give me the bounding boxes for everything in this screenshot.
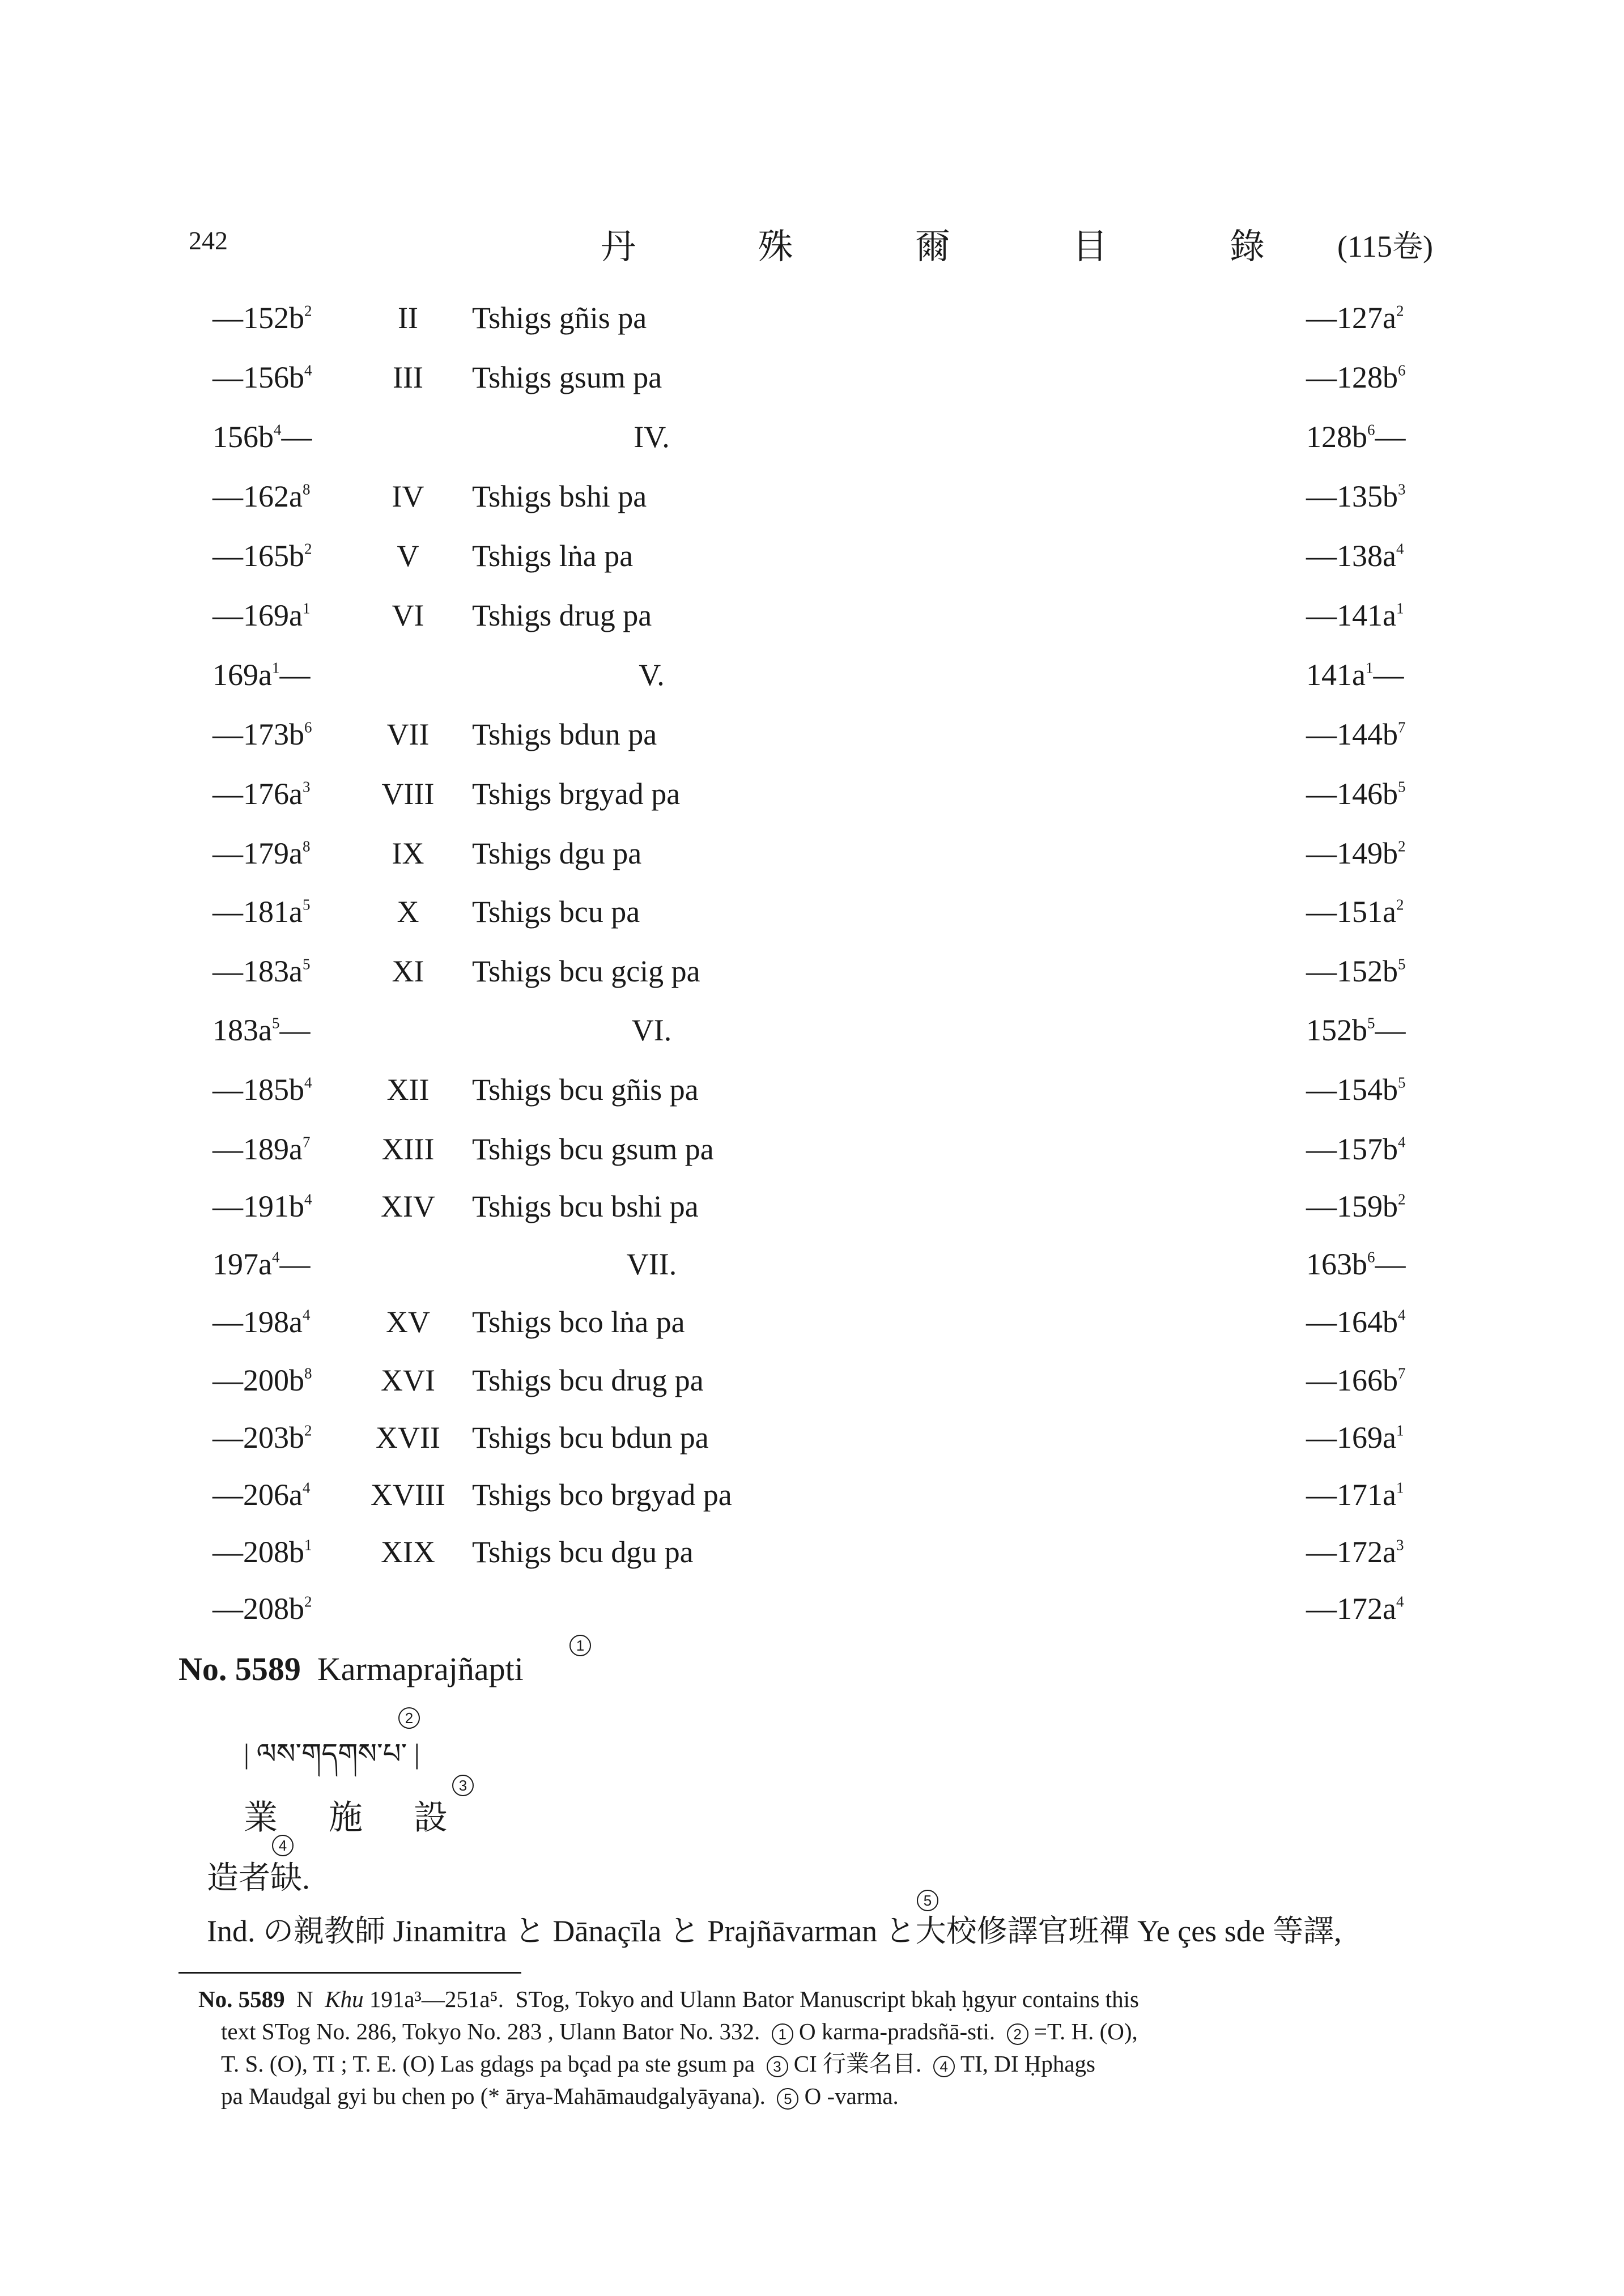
chapter-numeral: XIX <box>381 1535 435 1569</box>
chapter-numeral: XVI <box>381 1363 435 1397</box>
folio-end: $—169a^1$ <box>1306 1421 1404 1455</box>
folio-start: $—181a^5$ <box>212 895 311 929</box>
chapter-title: Tshigs bcu bdun pa <box>472 1421 709 1455</box>
folio-end: $141a^1—$ <box>1306 658 1404 692</box>
tibetan-title: | ལས་གདགས་པ་ | <box>244 1738 420 1770</box>
chapter-title: Tshigs bcu gsum pa <box>472 1132 714 1166</box>
table-row <box>0 1591 1624 1631</box>
footnote-text: O -varma. <box>804 2083 899 2109</box>
footnote-marker-4: 4 <box>933 2056 955 2077</box>
section-heading: V. <box>639 658 665 692</box>
folio-end: $—154b^5$ <box>1306 1073 1406 1107</box>
chapter-title: Tshigs bcu gcig pa <box>472 954 700 988</box>
chapter-numeral: X <box>397 895 419 929</box>
folio-start: $—179a^8$ <box>212 836 311 870</box>
folio-end: $—157b^4$ <box>1306 1132 1406 1166</box>
note-marker-2: 2 <box>398 1707 420 1729</box>
footnote-text: STog, Tokyo and Ulann Bator Manuscript bkaḥ ḥgyur contains this <box>515 1986 1139 2012</box>
folio-start: $—208b^1$ <box>212 1535 312 1569</box>
folio-end: $152b^5—$ <box>1306 1013 1406 1047</box>
chinese-title: 業施設 <box>244 1799 499 1836</box>
chapter-numeral: VI <box>392 598 424 632</box>
folio-end: $—151a^2$ <box>1306 895 1404 929</box>
chapter-numeral: VII <box>386 717 430 751</box>
footnote-text: O karma-pradsñā-sti. <box>799 2018 996 2044</box>
entry-heading <box>178 1650 524 1688</box>
folio-end: $—135b^3$ <box>1306 479 1406 513</box>
chapter-numeral: IV <box>392 479 424 513</box>
table-row <box>0 1189 1624 1228</box>
footnote-line-2 <box>198 2016 1434 2048</box>
folio-start: $—173b^6$ <box>212 717 312 751</box>
folio-end: $—138a^4$ <box>1306 539 1404 573</box>
folio-start: $—169a^1$ <box>212 598 311 632</box>
folio-start: $—191b^4$ <box>212 1189 312 1223</box>
folio-end: $—172a^4$ <box>1306 1592 1404 1626</box>
table-row <box>0 836 1624 875</box>
folio-end: $—172a^3$ <box>1306 1535 1404 1569</box>
entry-title: Karmaprajñapti <box>317 1651 524 1687</box>
folio-start: $—206a^4$ <box>212 1478 311 1512</box>
chapter-numeral: XV <box>386 1305 430 1339</box>
folio-end: $—128b^6$ <box>1306 360 1406 394</box>
chapter-title: Tshigs bco brgyad pa <box>472 1478 732 1512</box>
chapter-title: Tshigs dgu pa <box>472 836 642 870</box>
section-heading: IV. <box>634 420 670 454</box>
translator-text: Ind. の親教師 Jinamitra と Dānaçīla と Prajñāvarman <box>207 1914 878 1948</box>
page-number: 242 <box>189 226 228 255</box>
table-row <box>0 1363 1624 1402</box>
footnote-marker-1: 1 <box>772 2023 793 2045</box>
volume-label: (115卷) <box>1337 229 1433 263</box>
folio-end: $—171a^1$ <box>1306 1478 1404 1512</box>
chapter-title: Tshigs lṅa pa <box>472 539 634 573</box>
footnote-line-4 <box>198 2080 1434 2112</box>
chapter-numeral: VIII <box>381 777 435 811</box>
note-marker-3: 3 <box>452 1775 474 1796</box>
folio-start: $—183a^5$ <box>212 954 311 988</box>
folio-start: $—156b^4$ <box>212 360 312 394</box>
folio-start: $—200b^8$ <box>212 1363 312 1397</box>
folio-start: $—185b^4$ <box>212 1073 312 1107</box>
table-row <box>0 479 1624 518</box>
folio-end: $—166b^7$ <box>1306 1363 1406 1397</box>
folio-start: $156b^4—$ <box>212 420 312 454</box>
footnote-number: No. 5589 <box>198 1986 285 2012</box>
author-line: 造者缺. <box>207 1861 310 1896</box>
entry-number: No. 5589 <box>178 1651 301 1687</box>
table-row <box>0 1247 1624 1286</box>
table-row <box>0 894 1624 934</box>
chapter-title: Tshigs brgyad pa <box>472 777 681 811</box>
chapter-title: Tshigs gsum pa <box>472 360 662 394</box>
note-marker-4: 4 <box>272 1835 294 1856</box>
footnote-text: T. S. (O), TI ; T. E. (O) Las gdags pa bçad pa ste gsum pa <box>221 2051 755 2077</box>
folio-end: $128b^6—$ <box>1306 420 1406 454</box>
chapter-numeral: XIV <box>381 1189 435 1223</box>
chapter-numeral: XI <box>392 954 424 988</box>
footnote-khu: Khu <box>325 1986 364 2012</box>
chapter-numeral: III <box>393 360 423 394</box>
chapter-title: Tshigs gñis pa <box>472 301 647 335</box>
section-heading: VI. <box>631 1013 672 1047</box>
footnote-marker-3: 3 <box>767 2056 788 2077</box>
footnote-text: CI 行業名目. <box>793 2051 922 2077</box>
table-row <box>0 1477 1624 1517</box>
section-heading: VII. <box>626 1247 677 1281</box>
folio-start: $—198a^4$ <box>212 1305 311 1339</box>
table-row <box>0 717 1624 756</box>
folio-start: $183a^5—$ <box>212 1013 311 1047</box>
table-row <box>0 776 1624 816</box>
folio-end: $163b^6—$ <box>1306 1247 1406 1281</box>
table-row <box>0 1534 1624 1574</box>
folio-start: $169a^1—$ <box>212 658 311 692</box>
table-row <box>0 1013 1624 1052</box>
footnote-line-3 <box>198 2048 1434 2080</box>
footnote-text: text STog No. 286, Tokyo No. 283 , Ulann Bator No. 332. <box>221 2018 760 2044</box>
footnote <box>198 1983 1434 2112</box>
page-title: 丹 殊 爾 目 錄 <box>601 228 1322 266</box>
footnote-marker-5: 5 <box>777 2088 798 2110</box>
table-row <box>0 1304 1624 1344</box>
table-row <box>0 954 1624 993</box>
folio-start: $—208b^2$ <box>212 1592 312 1626</box>
table-row <box>0 419 1624 459</box>
table-row <box>0 360 1624 399</box>
chapter-numeral: XVII <box>376 1421 440 1455</box>
table-row <box>0 598 1624 637</box>
footnote-text: pa Maudgal gyi bu chen po (* ārya-Mahāmaudgalyāyana). <box>221 2083 766 2109</box>
folio-end: $—144b^7$ <box>1306 717 1406 751</box>
footnote-divider <box>178 1972 521 1974</box>
chapter-title: Tshigs bcu bshi pa <box>472 1189 699 1223</box>
folio-end: $—164b^4$ <box>1306 1305 1406 1339</box>
footnote-text: TI, DI Ḥphags <box>960 2051 1096 2077</box>
chapter-title: Tshigs bcu dgu pa <box>472 1535 694 1569</box>
folio-end: $—127a^2$ <box>1306 301 1404 335</box>
chapter-title: Tshigs bshi pa <box>472 479 647 513</box>
footnote-text: =T. H. (O), <box>1034 2018 1138 2044</box>
footnote-refs: 191a³—251a⁵. <box>369 1986 504 2012</box>
table-row <box>0 538 1624 578</box>
note-marker-5: 5 <box>917 1890 938 1911</box>
chapter-numeral: XVIII <box>371 1478 445 1512</box>
folio-end: $—146b^5$ <box>1306 777 1406 811</box>
footnote-marker-2: 2 <box>1007 2023 1028 2045</box>
folio-end: $—159b^2$ <box>1306 1189 1406 1223</box>
chapter-title: Tshigs drug pa <box>472 598 652 632</box>
folio-end: $—149b^2$ <box>1306 836 1406 870</box>
table-row <box>0 300 1624 340</box>
table-row <box>0 1420 1624 1460</box>
folio-end: $—141a^1$ <box>1306 598 1404 632</box>
folio-start: $—176a^3$ <box>212 777 311 811</box>
chapter-numeral: IX <box>392 836 424 870</box>
folio-start: $—203b^2$ <box>212 1421 312 1455</box>
chapter-numeral: XII <box>386 1073 430 1107</box>
table-row <box>0 1132 1624 1171</box>
folio-end: $—152b^5$ <box>1306 954 1406 988</box>
folio-start: $—162a^8$ <box>212 479 311 513</box>
folio-start: $—165b^2$ <box>212 539 312 573</box>
translator-line <box>207 1907 1342 1950</box>
chapter-title: Tshigs bco lṅa pa <box>472 1305 685 1339</box>
chapter-title: Tshigs bcu pa <box>472 895 640 929</box>
folio-start: $—152b^2$ <box>212 301 312 335</box>
note-marker-1: 1 <box>569 1635 591 1656</box>
table-row <box>0 1072 1624 1112</box>
table-row <box>0 657 1624 697</box>
folio-start: $197a^4—$ <box>212 1247 311 1281</box>
chapter-numeral: II <box>398 301 418 335</box>
footnote-prefix: N <box>296 1986 313 2012</box>
chapter-title: Tshigs bdun pa <box>472 717 657 751</box>
chapter-numeral: XIII <box>381 1132 435 1166</box>
chapter-title: Tshigs bcu drug pa <box>472 1363 704 1397</box>
chapter-numeral: V <box>397 539 419 573</box>
folio-start: $—189a^7$ <box>212 1132 311 1166</box>
translator-text-2: と大校修譯官班禪 Ye çes sde 等譯, <box>877 1914 1342 1948</box>
chapter-title: Tshigs bcu gñis pa <box>472 1073 699 1107</box>
footnote-line-1 <box>198 1983 1434 2016</box>
